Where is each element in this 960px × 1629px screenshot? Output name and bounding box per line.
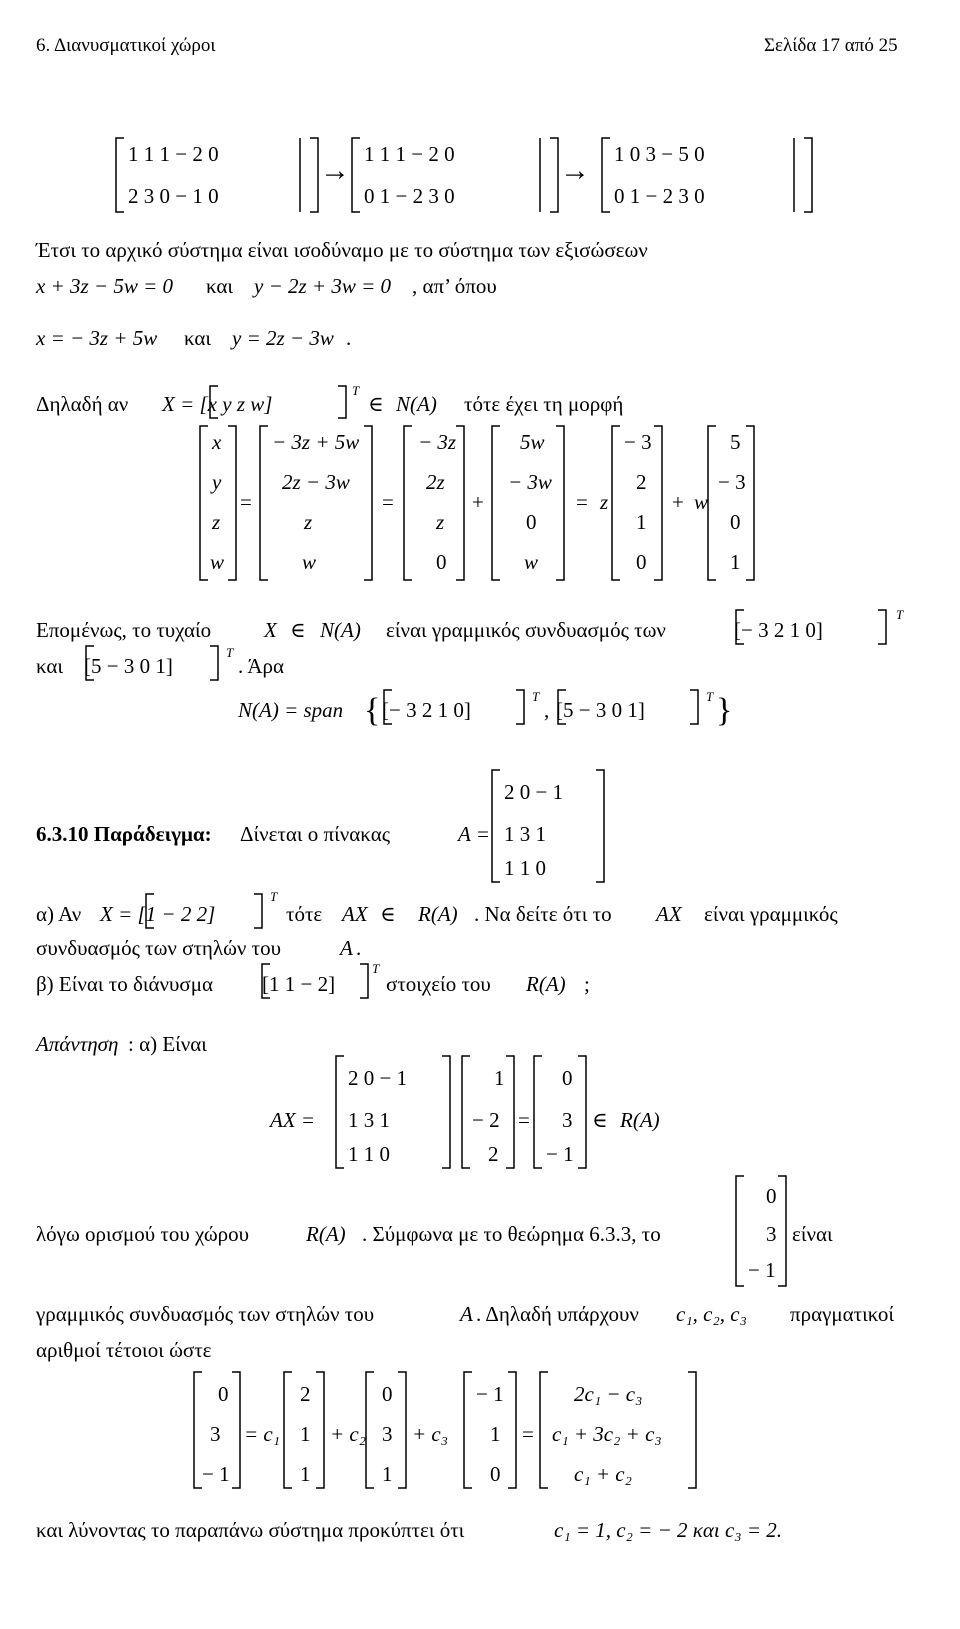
text: λόγω ορισμού του χώρου <box>36 1222 250 1246</box>
cell: − 1 <box>202 1462 230 1486</box>
matrix-A-label: A = <box>458 822 490 846</box>
text: . <box>356 936 362 960</box>
coef-c2: + c₂ <box>330 1422 367 1446</box>
brace-right: } <box>716 692 733 729</box>
text: Δίνεται ο πίνακας <box>240 822 391 846</box>
vector-X: X <box>264 618 277 642</box>
text: είναι γραμμικός συνδυασμός των <box>386 618 666 642</box>
text: . Να δείτε ότι το <box>474 902 612 926</box>
matrix-row: 1 3 1 <box>504 822 546 846</box>
coefficients: c₁, c₂, c₃ <box>676 1302 747 1326</box>
cell: 0 <box>436 550 447 574</box>
coef-c1: = c₁ <box>244 1422 281 1446</box>
arrow-2: → <box>560 154 590 187</box>
cell: z <box>304 510 313 534</box>
cell: 0 <box>526 510 537 534</box>
transpose-mark: T <box>270 889 278 904</box>
transpose-mark: T <box>226 645 234 660</box>
cell: 0 <box>490 1462 501 1486</box>
coef-c3: + c₃ <box>412 1422 449 1446</box>
text: αριθμοί τέτοιοι ώστε <box>36 1338 212 1362</box>
text: συνδυασμός των στηλών του <box>36 936 281 960</box>
cell: 2 <box>636 470 647 494</box>
vector: [− 3 2 1 0] <box>734 618 823 642</box>
span-vector-2: [5 − 3 0 1] <box>556 698 645 722</box>
equals-sign: = <box>382 490 394 514</box>
equation: y = 2z − 3w <box>232 326 334 350</box>
cell: 0 <box>562 1066 573 1090</box>
product-AX: AX <box>656 902 682 926</box>
matrix-A-ref: A <box>460 1302 473 1326</box>
cell: 1 <box>730 550 741 574</box>
text: Επομένως, το τυχαίο <box>36 618 212 642</box>
scalar-z: z <box>600 490 609 514</box>
cell: 3 <box>382 1422 393 1446</box>
matrix-row: 2 0 − 1 <box>348 1066 408 1090</box>
equals-sign: = <box>518 1108 530 1132</box>
matrix-row: 1 3 1 <box>348 1108 390 1132</box>
example-label: 6.3.10 Παράδειγμα: <box>36 822 212 846</box>
cell: − 3z + 5w <box>272 430 360 454</box>
cell: 1 <box>382 1462 393 1486</box>
matrix-A-ref: A <box>340 936 353 960</box>
plus-sign: + <box>472 490 484 514</box>
cell: 3 <box>562 1108 573 1132</box>
text: και λύνοντας το παραπάνω σύστημα προκύπτει ότι <box>36 1518 465 1542</box>
text: . Σύμφωνα με το θεώρημα 6.3.3, το <box>362 1222 661 1246</box>
matrix-1-row-1: 1 1 1 − 2 0 <box>128 142 219 166</box>
range-space: R(A) <box>620 1108 660 1132</box>
cell: − 1 <box>476 1382 504 1406</box>
text: πραγματικοί <box>790 1302 894 1326</box>
answer-label: Απάντηση <box>36 1032 119 1056</box>
null-space: N(A) <box>320 618 361 642</box>
text: τότε έχει τη μορφή <box>464 392 624 416</box>
text: και <box>206 274 234 298</box>
cell: c₁ + c₂ <box>574 1462 632 1486</box>
transpose-mark: T <box>372 961 380 976</box>
equation: x = − 3z + 5w <box>36 326 158 350</box>
solution: c₁ = 1, c₂ = − 2 και c₃ = 2. <box>554 1518 782 1542</box>
cell: w <box>302 550 317 574</box>
cell: 2z − 3w <box>282 470 350 494</box>
transpose-mark: T <box>896 607 904 622</box>
cell: 0 <box>766 1184 777 1208</box>
text: . Δηλαδή υπάρχουν <box>476 1302 639 1326</box>
vector: [5 − 3 0 1] <box>84 654 173 678</box>
arrow-1: → <box>320 154 350 187</box>
page-number: Σελίδα 17 από 25 <box>764 35 898 56</box>
plus-sign: + <box>672 490 684 514</box>
cell: 2 <box>488 1142 499 1166</box>
cell: 1 <box>490 1422 501 1446</box>
cell: 2c₁ − c₃ <box>574 1382 643 1406</box>
text: ; <box>584 972 590 996</box>
text: και <box>184 326 212 350</box>
text: . Άρα <box>238 654 284 678</box>
cell: 3 <box>766 1222 777 1246</box>
transpose-mark: T <box>352 383 360 398</box>
cell: − 3w <box>508 470 552 494</box>
matrix-3-row-1: 1 0 3 − 5 0 <box>614 142 705 166</box>
cell: 1 <box>300 1462 311 1486</box>
cell: − 3 <box>718 470 746 494</box>
cell: y <box>212 470 222 494</box>
range-space: R(A) <box>306 1222 346 1246</box>
cell: − 3 <box>624 430 652 454</box>
equation: x + 3z − 5w = 0 <box>36 274 174 298</box>
cell: 0 <box>218 1382 229 1406</box>
cell: 2 <box>300 1382 311 1406</box>
transpose-mark: T <box>706 689 714 704</box>
transpose-mark: T <box>532 689 540 704</box>
equals-sign: = <box>522 1422 534 1446</box>
cell: − 3z <box>418 430 457 454</box>
matrix-2-row-1: 1 1 1 − 2 0 <box>364 142 455 166</box>
cell: x <box>212 430 222 454</box>
equals-sign: = <box>576 490 588 514</box>
vector-X: X = [x y z w] <box>162 392 273 416</box>
cell: c₁ + 3c₂ + c₃ <box>552 1422 662 1446</box>
element-of: ∈ <box>368 392 384 416</box>
cell: z <box>436 510 445 534</box>
cell: 5w <box>520 430 545 454</box>
cell: − 1 <box>546 1142 574 1166</box>
text: . <box>346 326 352 350</box>
cell: − 2 <box>472 1108 500 1132</box>
cell: 1 <box>636 510 647 534</box>
text: γραμμικός συνδυασμός των στηλών του <box>36 1302 375 1326</box>
vector-X: X = [1 − 2 2] <box>100 902 216 926</box>
question-a: α) Αν <box>36 902 82 926</box>
brace-left: { <box>364 692 381 729</box>
matrix-2-row-2: 0 1 − 2 3 0 <box>364 184 455 208</box>
cell: 1 <box>494 1066 505 1090</box>
matrix-1-row-2: 2 3 0 − 1 0 <box>128 184 219 208</box>
text: : α) Είναι <box>128 1032 207 1056</box>
product-AX: AX <box>342 902 368 926</box>
cell: w <box>524 550 539 574</box>
matrix-row: 2 0 − 1 <box>504 780 564 804</box>
cell: 1 <box>300 1422 311 1446</box>
matrix-row: 1 1 0 <box>348 1142 390 1166</box>
matrix-3-row-2: 0 1 − 2 3 0 <box>614 184 705 208</box>
chapter-title: 6. Διανυσματικοί χώροι <box>36 35 216 56</box>
equals-sign: = <box>240 490 252 514</box>
range-space: R(A) <box>526 972 566 996</box>
text: τότε <box>286 902 323 926</box>
text: στοιχείο του <box>386 972 491 996</box>
matrix-row: 1 1 0 <box>504 856 546 880</box>
cell: 5 <box>730 430 741 454</box>
cell: w <box>210 550 225 574</box>
equation: y − 2z + 3w = 0 <box>254 274 392 298</box>
null-space: N(A) <box>396 392 437 416</box>
cell: 0 <box>636 550 647 574</box>
cell: 2z <box>426 470 445 494</box>
question-b: β) Είναι το διάνυσμα <box>36 972 214 996</box>
span-vector-1: [− 3 2 1 0] <box>382 698 471 722</box>
cell: 0 <box>730 510 741 534</box>
scalar-w: w <box>694 490 709 514</box>
comma: , <box>544 698 550 722</box>
text: , απ’ όπου <box>412 274 497 298</box>
text-line: Έτσι το αρχικό σύστημα είναι ισοδύναμο με το σύστημα των εξισώσεων <box>36 238 648 262</box>
text: και <box>36 654 64 678</box>
element-of: ∈ <box>290 618 306 642</box>
cell: z <box>212 510 221 534</box>
range-space: R(A) <box>418 902 458 926</box>
text: είναι γραμμικός <box>704 902 838 926</box>
product-AX: AX = <box>270 1108 316 1132</box>
element-of: ∈ <box>592 1108 608 1132</box>
text: είναι <box>792 1222 833 1246</box>
cell: 0 <box>382 1382 393 1406</box>
cell: − 1 <box>748 1258 776 1282</box>
span-equation: N(A) = span <box>238 698 344 722</box>
vector: [1 1 − 2] <box>262 972 336 996</box>
text: Δηλαδή αν <box>36 392 129 416</box>
cell: 3 <box>210 1422 221 1446</box>
element-of: ∈ <box>380 902 396 926</box>
